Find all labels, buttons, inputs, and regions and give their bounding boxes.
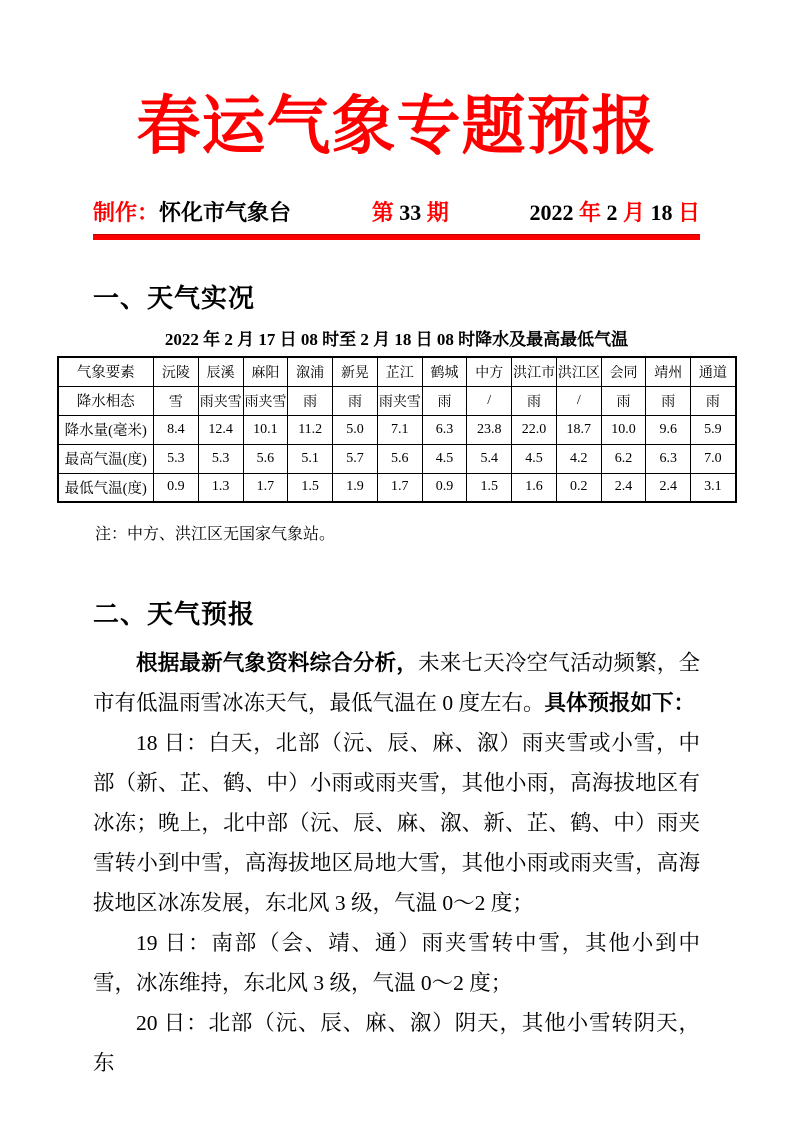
- table-cell: 4.2: [556, 444, 601, 473]
- text-part: 第: [371, 200, 400, 225]
- table-cell: 9.6: [646, 415, 691, 444]
- forecast-segment: 18 日：白天，北部（沅、辰、麻、溆）雨夹雪或小雪，中部（新、芷、鹤、中）小雨或雨夹雪，其他小雨，高海拔地区有冰冻；晚上，北中部（沅、辰、麻、溆、新、芷、鹤、中）雨夹雪转小到中雪，高海拔地区局地大雪，其他小雨或雨夹雪，高海拔地区冰冻发展，东北风 3 级，气温 0～2 度；: [93, 731, 700, 915]
- table-cell: /: [467, 386, 512, 415]
- table-col-header: 洪江市: [512, 357, 557, 386]
- table-col-header: 芷江: [377, 357, 422, 386]
- table-cell: 雨夹雪: [243, 386, 288, 415]
- table-cell: 雪: [154, 386, 199, 415]
- table-col-header: 通道: [691, 357, 736, 386]
- forecast-paragraph: [93, 643, 700, 723]
- table-cell: 1.5: [467, 473, 512, 502]
- section2-heading: 二、天气预报: [93, 599, 256, 629]
- table-row: [58, 473, 736, 502]
- forecast-segment-bold: 根据最新气象资料综合分析，: [136, 651, 419, 675]
- forecast-segment: 20 日：北部（沅、辰、麻、溆）阴天，其他小雪转阴天，东: [93, 1011, 700, 1075]
- text-part: 日: [677, 200, 700, 225]
- table-cell: 6.2: [601, 444, 646, 473]
- table-cell: 5.4: [467, 444, 512, 473]
- text-part: 月: [622, 200, 651, 225]
- text-part: 怀化市气象台: [159, 200, 292, 225]
- table-cell: 5.3: [198, 444, 243, 473]
- red-divider: [93, 234, 700, 240]
- table-cell: 3.1: [691, 473, 736, 502]
- table-cell: 6.3: [422, 415, 467, 444]
- table-header-row: [58, 357, 736, 386]
- table-cell: 0.9: [422, 473, 467, 502]
- text-part: 制作：: [93, 200, 160, 225]
- table-col-header: 会同: [601, 357, 646, 386]
- table-cell: 0.9: [154, 473, 199, 502]
- forecast-paragraph: [93, 723, 700, 923]
- table-cell: 8.4: [154, 415, 199, 444]
- table-row: [58, 444, 736, 473]
- maker-line: [93, 196, 291, 227]
- table-cell: 雨: [422, 386, 467, 415]
- table-cell: 1.3: [198, 473, 243, 502]
- table-cell: /: [556, 386, 601, 415]
- issue-date: [529, 196, 700, 227]
- table-cell: 1.5: [288, 473, 333, 502]
- table-cell: 雨: [288, 386, 333, 415]
- table-col-header: 麻阳: [243, 357, 288, 386]
- table-cell: 7.1: [377, 415, 422, 444]
- table-note: 注：中方、洪江区无国家气象站。: [95, 526, 336, 543]
- table-col-header: 鹤城: [422, 357, 467, 386]
- table-cell: 雨夹雪: [377, 386, 422, 415]
- forecast-segment: 19 日：南部（会、靖、通）雨夹雪转中雪，其他小到中雪，冰冻维持，东北风 3 级，气温 0～2 度；: [93, 931, 700, 995]
- table-col-header: 中方: [467, 357, 512, 386]
- section1-heading: 一、天气实况: [93, 283, 256, 313]
- text-part: 年: [578, 200, 607, 225]
- weather-table: [57, 356, 737, 503]
- text-part: 2: [606, 200, 623, 225]
- table-cell: 12.4: [198, 415, 243, 444]
- table-col-header: 新晃: [333, 357, 378, 386]
- table-col-header: 辰溪: [198, 357, 243, 386]
- table-cell: 5.6: [377, 444, 422, 473]
- table-cell: 雨: [333, 386, 378, 415]
- table-row-label: 降水相态: [58, 386, 154, 415]
- table-cell: 1.9: [333, 473, 378, 502]
- table-cell: 1.7: [243, 473, 288, 502]
- table-cell: 10.0: [601, 415, 646, 444]
- table-cell: 4.5: [422, 444, 467, 473]
- table-cell: 5.9: [691, 415, 736, 444]
- table-cell: 雨: [691, 386, 736, 415]
- table-cell: 5.6: [243, 444, 288, 473]
- table-cell: 雨夹雪: [198, 386, 243, 415]
- table-row: [58, 415, 736, 444]
- table-cell: 2.4: [646, 473, 691, 502]
- table-cell: 18.7: [556, 415, 601, 444]
- table-row-label: 最高气温(度): [58, 444, 154, 473]
- table-cell: 雨: [601, 386, 646, 415]
- forecast-text: [93, 643, 700, 1083]
- table-col-header: 溆浦: [288, 357, 333, 386]
- table-cell: 23.8: [467, 415, 512, 444]
- table-cell: 雨: [512, 386, 557, 415]
- table-cell: 10.1: [243, 415, 288, 444]
- table-cell: 雨: [646, 386, 691, 415]
- table-cell: 5.1: [288, 444, 333, 473]
- table-row: [58, 386, 736, 415]
- weather-table-title: 2022 年 2 月 17 日 08 时至 2 月 18 日 08 时降水及最高最低气温: [164, 330, 629, 349]
- table-cell: 11.2: [288, 415, 333, 444]
- table-row-label: 最低气温(度): [58, 473, 154, 502]
- table-cell: 2.4: [601, 473, 646, 502]
- table-cell: 6.3: [646, 444, 691, 473]
- table-cell: 22.0: [512, 415, 557, 444]
- text-part: 33: [399, 200, 422, 225]
- table-cell: 5.3: [154, 444, 199, 473]
- table-col-header: 洪江区: [556, 357, 601, 386]
- weather-table-body: [58, 357, 736, 502]
- table-row-label: 降水量(毫米): [58, 415, 154, 444]
- table-col-header: 气象要素: [58, 357, 154, 386]
- text-part: 期: [421, 200, 449, 225]
- issue-number: [372, 196, 449, 227]
- table-cell: 7.0: [691, 444, 736, 473]
- forecast-segment-bold: 具体预报如下：: [544, 691, 696, 715]
- table-col-header: 沅陵: [154, 357, 199, 386]
- table-cell: 1.6: [512, 473, 557, 502]
- table-col-header: 靖州: [646, 357, 691, 386]
- text-part: 2022: [529, 200, 579, 225]
- masthead: [93, 196, 700, 227]
- table-cell: 5.0: [333, 415, 378, 444]
- table-cell: 5.7: [333, 444, 378, 473]
- text-part: 18: [650, 200, 678, 225]
- forecast-paragraph: [93, 923, 700, 1003]
- table-cell: 1.7: [377, 473, 422, 502]
- doc-title: 春运气象专题预报: [136, 91, 657, 162]
- table-cell: 0.2: [556, 473, 601, 502]
- forecast-paragraph: [93, 1003, 700, 1083]
- forecast-segment: 未来七天冷空气活动频繁，全市有低温雨雪冰冻天气，最低气温在 0 度左右。: [93, 651, 700, 715]
- table-cell: 4.5: [512, 444, 557, 473]
